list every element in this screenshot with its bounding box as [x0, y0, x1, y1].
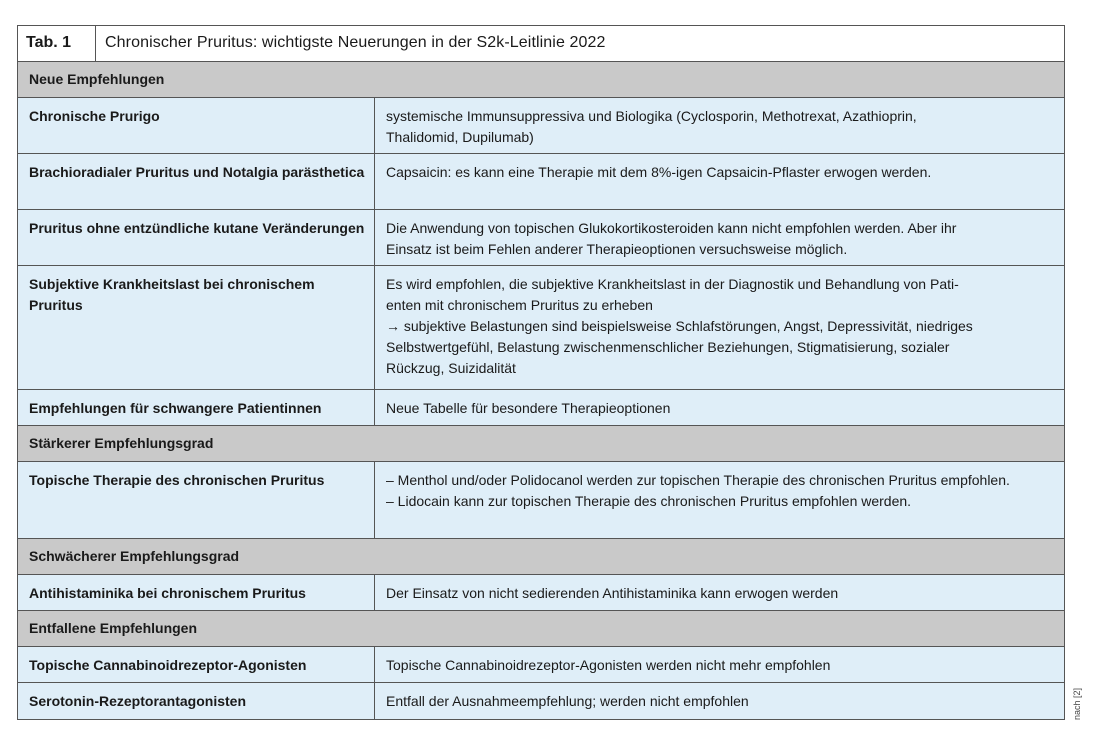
table-row — [18, 266, 1064, 390]
row-term: Topische Cannabinoidrezeptor-Agonisten — [18, 647, 375, 682]
table-row — [18, 154, 1064, 210]
table — [17, 25, 1065, 720]
row-description — [375, 266, 1064, 389]
row-description — [375, 98, 1064, 153]
description-bullet: – Lidocain kann zur topischen Therapie des chronischen Pruritus empfohlen werden. — [386, 493, 912, 509]
row-term: Topische Therapie des chronischen Pruritus — [18, 462, 375, 538]
description-line: Es wird empfohlen, die subjektive Krankheitslast in der Diagnostik und Behandlung von Pati- — [386, 276, 959, 292]
section-heading: Schwächerer Empfehlungsgrad — [18, 539, 1064, 575]
row-term: Serotonin-Rezeptorantagonisten — [18, 683, 375, 719]
description-line: Selbstwertgefühl, Belastung zwischenmenschlicher Beziehungen, Stigmatisierung, sozialer — [386, 339, 950, 355]
row-term: Antihistaminika bei chronischem Pruritus — [18, 575, 375, 610]
table-title-row — [18, 26, 1064, 62]
description-line: Thalidomid, Dupilumab) — [386, 129, 534, 145]
table-row — [18, 683, 1064, 719]
description-line: → subjektive Belastungen sind beispielsweise Schlafstörungen, Angst, Depressivität, niedriges — [386, 318, 973, 334]
description-line: Der Einsatz von nicht sedierenden Antihistaminika kann erwogen werden — [386, 585, 839, 601]
table-title: Chronischer Pruritus: wichtigste Neuerungen in der S2k-Leitlinie 2022 — [105, 34, 606, 51]
table-row — [18, 210, 1064, 266]
description-line: enten mit chronischem Pruritus zu erheben — [386, 297, 653, 313]
table-row — [18, 575, 1064, 611]
row-description — [375, 154, 1064, 209]
description-line: Neue Tabelle für besondere Therapieoptionen — [386, 400, 671, 416]
description-line: systemische Immunsuppressiva und Biologika (Cyclosporin, Methotrexat, Azathioprin, — [386, 108, 917, 124]
description-line: Einsatz ist beim Fehlen anderer Therapieoptionen versuchsweise möglich. — [386, 241, 848, 257]
section-heading: Entfallene Empfehlungen — [18, 611, 1064, 647]
table-row — [18, 462, 1064, 539]
row-term: Empfehlungen für schwangere Patientinnen — [18, 390, 375, 425]
description-line: Topische Cannabinoidrezeptor-Agonisten werden nicht mehr empfohlen — [386, 657, 831, 673]
source-note: nach [2] — [1072, 687, 1082, 720]
table-row — [18, 390, 1064, 426]
row-description — [375, 647, 1064, 682]
table-row — [18, 647, 1064, 683]
section-heading: Neue Empfehlungen — [18, 62, 1064, 98]
description-line: Rückzug, Suizidalität — [386, 360, 516, 376]
table-row — [18, 98, 1064, 154]
table-number: Tab. 1 — [18, 26, 96, 61]
row-description — [375, 462, 1064, 538]
description-bullet: – Menthol und/oder Polidocanol werden zur topischen Therapie des chronischen Pruritus empfohlen. — [386, 472, 1010, 488]
description-line: Entfall der Ausnahmeempfehlung; werden nicht empfohlen — [386, 693, 749, 709]
row-description — [375, 390, 1064, 425]
row-description — [375, 683, 1064, 719]
row-term: Brachioradialer Pruritus und Notalgia parästhetica — [18, 154, 375, 209]
row-description — [375, 210, 1064, 265]
description-line: Die Anwendung von topischen Glukokortikosteroiden kann nicht empfohlen werden. Aber ihr — [386, 220, 957, 236]
row-term: Subjektive Krankheitslast bei chronischem Pruritus — [18, 266, 375, 389]
section-heading: Stärkerer Empfehlungsgrad — [18, 426, 1064, 462]
row-description — [375, 575, 1064, 610]
row-term: Chronische Prurigo — [18, 98, 375, 153]
row-term: Pruritus ohne entzündliche kutane Veränderungen — [18, 210, 375, 265]
description-line: Capsaicin: es kann eine Therapie mit dem 8%-igen Capsaicin-Pflaster erwogen werden. — [386, 164, 932, 180]
